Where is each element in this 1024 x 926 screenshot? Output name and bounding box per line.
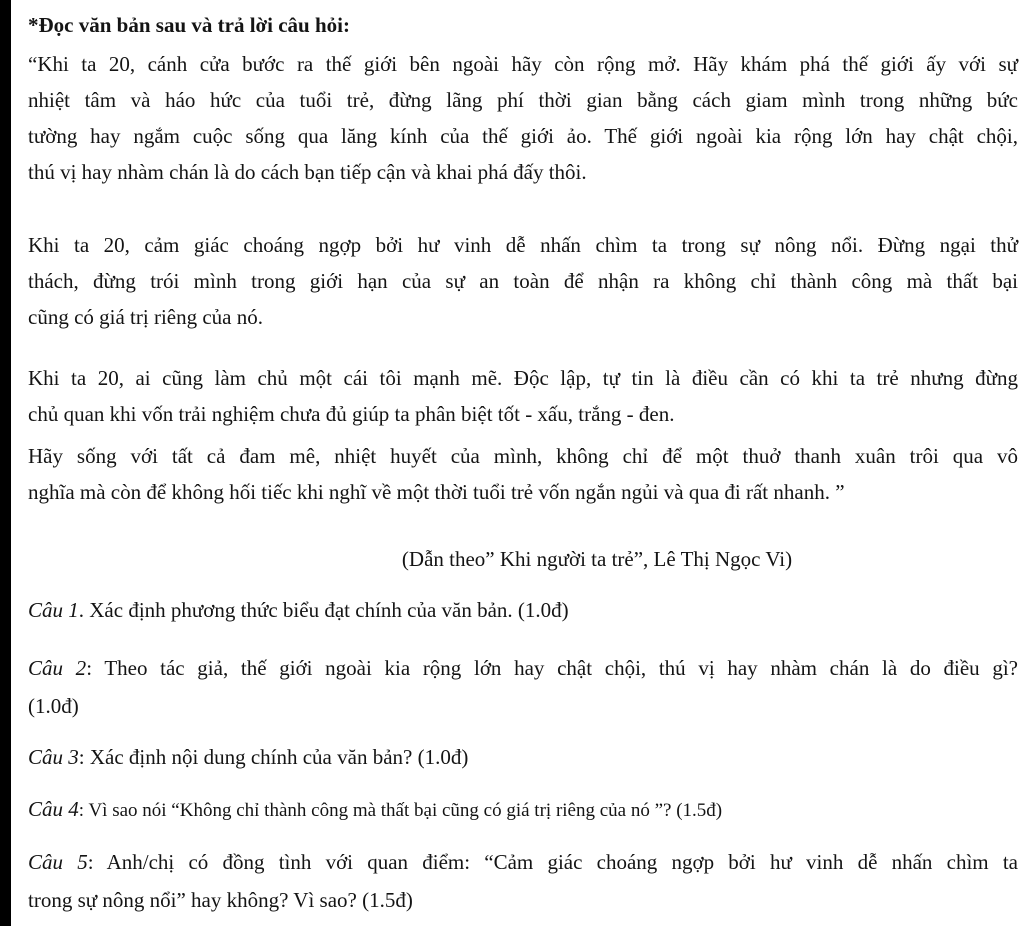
question-text-continued: (1.0đ) (28, 694, 79, 718)
question-label: Câu 2 (28, 656, 87, 680)
paragraph-line: chủ quan khi vốn trải nghiệm chưa đủ giúp ta phân biệt tốt - xấu, trắng - đen. (28, 402, 675, 426)
source-citation: (Dẫn theo” Khi người ta trẻ”, Lê Thị Ngọc Vi) (401, 547, 793, 571)
question-text-continued: trong sự nông nổi” hay không? Vì sao? (1.5đ) (28, 888, 413, 912)
question-text: : Vì sao nói “Không chỉ thành công mà thất bại cũng có giá trị riêng của nó ”? (1.5đ) (78, 800, 723, 821)
question-label: Câu 5 (28, 850, 88, 874)
question-text: . Xác định phương thức biểu đạt chính của văn bản. (1.0đ) (78, 598, 569, 622)
question-text: : Xác định nội dung chính của văn bản? (1.0đ) (78, 745, 469, 769)
question-1 (28, 591, 1018, 629)
question-label: Câu 4 (28, 797, 79, 821)
left-border-bar (0, 0, 11, 926)
paragraph-line: cũng có giá trị riêng của nó. (28, 305, 263, 329)
question-3 (28, 738, 1018, 776)
question-label: Câu 3 (28, 745, 79, 769)
passage-paragraph-3 (28, 360, 1018, 432)
instruction-heading: *Đọc văn bản sau và trả lời câu hỏi: (28, 13, 350, 37)
paragraph-line: thú vị hay nhàm chán là do cách bạn tiếp cận và khai phá đấy thôi. (28, 160, 587, 184)
question-5 (28, 843, 1018, 919)
question-4 (28, 790, 1018, 830)
paragraph-line: nhiệt tâm và háo hức của tuổi trẻ, đừng lãng phí thời gian bằng cách giam mình trong những bức (28, 88, 1018, 112)
question-label: Câu 1 (28, 598, 79, 622)
paragraph-line: Khi ta 20, cảm giác choáng ngợp bởi hư vinh dễ nhấn chìm ta trong sự nông nổi. Đừng ngại thử (28, 233, 1018, 257)
paragraph-line: nghĩa mà còn để không hối tiếc khi nghĩ về một thời tuổi trẻ vốn ngắn ngủi và qua đi rất nhanh. ” (28, 480, 845, 504)
paragraph-line: “Khi ta 20, cánh cửa bước ra thế giới bên ngoài hãy còn rộng mở. Hãy khám phá thế giới ấy với sự (28, 52, 1018, 76)
question-text: : Anh/chị có đồng tình với quan điểm: “Cảm giác choáng ngợp bởi hư vinh dễ nhấn chìm ta (87, 850, 1018, 874)
paragraph-line: Khi ta 20, ai cũng làm chủ một cái tôi mạnh mẽ. Độc lập, tự tin là điều cần có khi ta trẻ nhưng đừng (28, 366, 1018, 390)
passage-paragraph-1 (28, 46, 1018, 190)
passage-paragraph-4 (28, 438, 1018, 510)
paragraph-line: tường hay ngắm cuộc sống qua lăng kính của thế giới ảo. Thế giới ngoài kia rộng lớn hay chật chội, (28, 124, 1018, 148)
paragraph-line: thách, đừng trói mình trong giới hạn của sự an toàn để nhận ra không chỉ thành công mà thất bại (28, 269, 1018, 293)
question-text: : Theo tác giả, thế giới ngoài kia rộng lớn hay chật chội, thú vị hay nhàm chán là do điều gì? (86, 656, 1018, 680)
passage-paragraph-2 (28, 227, 1018, 335)
question-2 (28, 649, 1018, 725)
paragraph-line: Hãy sống với tất cả đam mê, nhiệt huyết của mình, không chỉ để một thuở thanh xuân trôi qua vô (28, 444, 1018, 468)
